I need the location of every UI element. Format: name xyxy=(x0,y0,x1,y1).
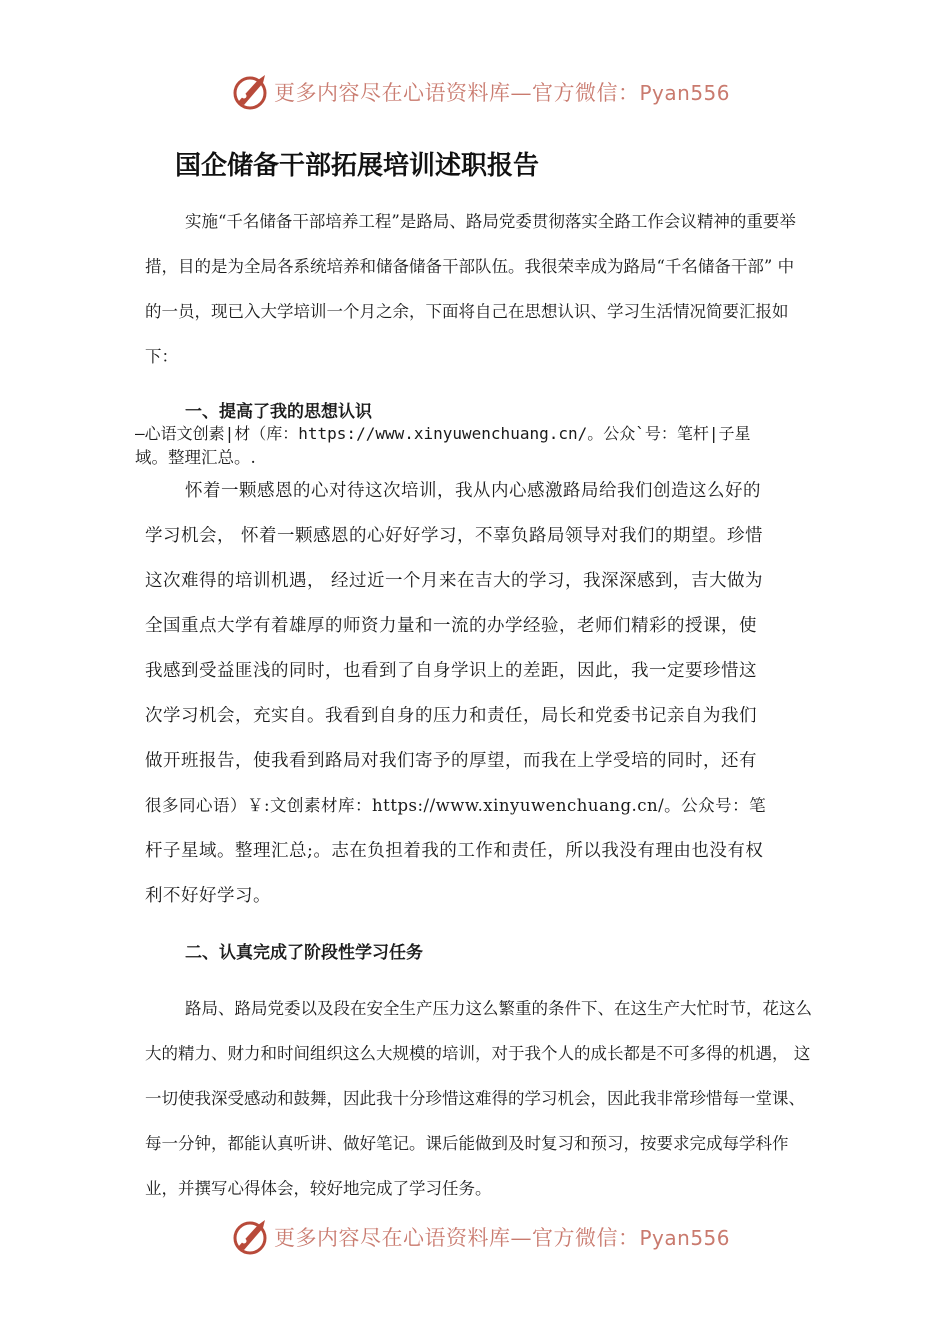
header-banner xyxy=(230,70,750,114)
section-1-line: 做开班报告，使我看到路局对我们寄予的厚望，而我在上学受培的同时，还有 xyxy=(145,751,757,771)
section-1-line: 全国重点大学有着雄厚的师资力量和一流的办学经验，老师们精彩的授课，使 xyxy=(145,616,757,636)
section-1-line: 学习机会， 怀着一颗感恩的心好好学习，不辜负路局领导对我们的期望。珍惜 xyxy=(145,526,764,546)
banner-separator: — xyxy=(510,81,532,105)
logo-icon xyxy=(230,1217,270,1257)
banner-main-text: 更多内容尽在心语资料库 xyxy=(274,81,511,105)
banner-wechat-id: Pyan556 xyxy=(639,1226,731,1250)
section-2-line: 每一分钟，都能认真听讲、做好笔记。课后能做到及时复习和预习，按要求完成每学科作 xyxy=(145,1134,789,1153)
banner-text xyxy=(274,1222,730,1252)
section-2-line: 一切使我深受感动和鼓舞，因此我十分珍惜这难得的学习机会，因此我非常珍惜每一堂课、 xyxy=(145,1089,805,1108)
section-2-line: 大的精力、财力和时间组织这么大规模的培训，对于我个人的成长都是不可多得的机遇， 这 xyxy=(145,1044,811,1063)
footer-banner xyxy=(230,1215,750,1259)
section-2-heading: 二、认真完成了阶段性学习任务 xyxy=(185,943,423,963)
section-1-line: 利不好好学习。 xyxy=(145,886,271,906)
logo-icon xyxy=(230,72,270,112)
section-1-heading: 一、提高了我的思想认识 xyxy=(185,402,372,422)
intro-line: 下： xyxy=(145,347,178,366)
section-2-line: 路局、路局党委以及段在安全生产压力这么繁重的条件下、在这生产大忙时节，花这么 xyxy=(185,999,812,1018)
banner-main-text: 更多内容尽在心语资料库 xyxy=(274,1226,511,1250)
section-1-line: 怀着一颗感恩的心对待这次培训，我从内心感激路局给我们创造这么好的 xyxy=(185,481,761,501)
section-1-line: 我感到受益匪浅的同时，也看到了自身学识上的差距，因此，我一定要珍惜这 xyxy=(145,661,757,681)
intro-line: 措，目的是为全局各系统培养和储备储备干部队伍。我很荣幸成为路局“千名储备干部” 中 xyxy=(145,257,795,276)
section-1-line: 次学习机会，充实自。我看到自身的压力和责任，局长和党委书记亲自为我们 xyxy=(145,706,757,726)
intro-line: 的一员，现已入大学培训一个月之余，下面将自己在思想认识、学习生活情况简要汇报如 xyxy=(145,302,789,321)
watermark-line: 域。整理汇总。. xyxy=(135,448,256,467)
section-1-line: 很多同心语）￥:文创素材库：https://www.xinyuwenchuang.cn/。公众号：笔 xyxy=(145,796,767,815)
document-title: 国企储备干部拓展培训述职报告 xyxy=(175,151,540,181)
banner-separator: — xyxy=(510,1226,532,1250)
banner-wechat-label: 官方微信： xyxy=(532,81,640,105)
banner-text xyxy=(274,77,730,107)
watermark-line: —心语文创素|材（库：https://www.xinyuwenchuang.cn/。公众`号：笔杆|子星 xyxy=(135,424,751,443)
section-1-line: 杆子星域。整理汇总;。志在负担着我的工作和责任，所以我没有理由也没有权 xyxy=(145,841,764,861)
banner-wechat-label: 官方微信： xyxy=(532,1226,640,1250)
banner-wechat-id: Pyan556 xyxy=(639,81,731,105)
section-1-line: 这次难得的培训机遇， 经过近一个月来在吉大的学习，我深深感到，吉大做为 xyxy=(145,571,764,591)
intro-line: 实施“千名储备干部培养工程”是路局、路局党委贯彻落实全路工作会议精神的重要举 xyxy=(185,212,796,231)
section-2-line: 业，并撰写心得体会，较好地完成了学习任务。 xyxy=(145,1179,492,1198)
